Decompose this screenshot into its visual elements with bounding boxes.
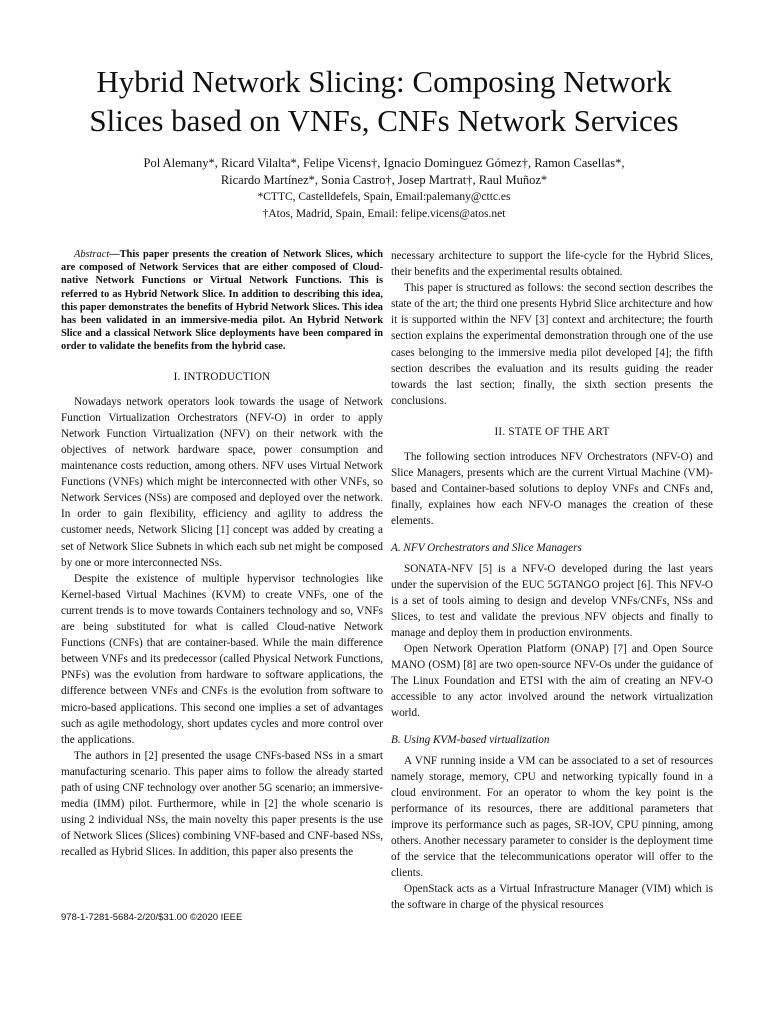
paragraph: The authors in [2] presented the usage CNFs-based NSs in a smart manufacturing scenario. This paper aims to follow the already started path of using CNF technology over another 5G scenario; an immersive-media (IMM) pilot. Furthermore, while in [2] the whole scenario is using 2 individual NSs, the main novelty this paper presents is the use of Network Slices (Slices) combining VNF-based and CNF-based NSs, recalled as Hybrid Slices. In addition, this paper also presents the (61, 749, 383, 859)
right-column (391, 248, 713, 914)
affiliation-cttc: *CTTC, Castelldefels, Spain, Email:palemany@cttc.es (257, 191, 511, 203)
abstract (61, 248, 383, 354)
left-column (61, 248, 383, 860)
copyright-footer: 978-1-7281-5684-2/20/$31.00 ©2020 IEEE (61, 912, 243, 923)
affiliation-atos: †Atos, Madrid, Spain, Email: felipe.vicens@atos.net (262, 208, 506, 220)
paragraph: Nowadays network operators look towards the usage of Network Function Virtualization Orchestrators (NFV-O) in order to apply Network Function Virtualization (NFV) on their network with the objectives of network hardware space, power consumption and maintenance costs reduction, among others. NFV uses Virtual Network Functions (VNFs) which might be interconnected with other VNFs, so Network Services (NSs) are composed and deployed over the network. In order to gain flexibility, efficiency and agility to address the customer needs, Network Slicing [1] concept was added by creating a set of Network Slice Subnets in which each sub net might be composed by one or more interconnected NSs. (61, 395, 383, 569)
abstract-text: —This paper presents the creation of Network Slices, which are composed of Network Services that are either composed of Cloud-native Network Functions or Virtual Network Functions. This is referred to as Hybrid Network Slice. In addition to describing this idea, this paper demonstrates the benefits of Hybrid Network Slices. This idea has been validated in an immersive-media pilot. An Hybrid Network Slice and a classical Network Slice deployments have been compared in order to validate the benefits from the hybrid case. (61, 249, 383, 353)
section-heading-introduction: I. INTRODUCTION (173, 370, 271, 383)
paragraph: Despite the existence of multiple hypervisor technologies like Kernel-based Virtual Machines (KVM) to create VNFs, one of the current trends is to move towards Containers technology and so, VNFs are being substituted for what is called Cloud-native Network Functions (CNFs) that are container-based. While the main difference between VNFs and its predecessor (called Physical Network Functions, PNFs) was the evolution from hardware to software applications, the difference between VNFs and CNFs is the evolution from software to micro-based applications. This second one implies a set of advantages such as agile methodology, short updates cycles and more control over the applications. (61, 572, 383, 746)
authors (40, 155, 728, 189)
affiliations (40, 189, 728, 223)
title-line-2: Slices based on VNFs, CNFs Network Services (89, 103, 679, 138)
paragraph: This paper is structured as follows: the second section describes the state of the art; the third one presents Hybrid Slice architecture and how it is supported within the NFV [3] context and architecture; the fourth section explains the experimental demonstration through one of the use cases belonging to the immersive media pilot developed [4]; the fifth section describes the evaluation and its results guiding the reader towards the last section; finally, the sixth section presents the conclusions. (391, 282, 713, 407)
paragraph: A VNF running inside a VM can be associated to a set of resources namely storage, memory, CPU and networking typically found in a cloud environment. For an operator to whom the key point is the performance of its resources, there are additional parameters that improve its performance such as pages, SR-IOV, CPU pinning, among others. Another necessary parameter to consider is the deployment time of the service that the telecommunications operator will offer to the clients. (391, 754, 713, 880)
subsection-heading-b: B. Using KVM-based virtualization (391, 733, 550, 746)
paragraph: The following section introduces NFV Orchestrators (NFV-O) and Slice Managers, presents which are the current Virtual Machine (VM)-based and Container-based solutions to deploy VNFs and CNFs and, finally, explaines how each NFV-O manages the creation of these elements. (391, 451, 713, 528)
paragraph: OpenStack acts as a Virtual Infrastructure Manager (VIM) which is the software in charge of the physical resources (391, 883, 713, 912)
paragraph: Open Network Operation Platform (ONAP) [7] and Open Source MANO (OSM) [8] are two open-source NFV-Os under the guidance of The Linux Foundation and ETSI with the aim of creating an NFV-O accessible to any actor involved around the network virtualization world. (391, 643, 713, 720)
paragraph: necessary architecture to support the life-cycle for the Hybrid Slices, their benefits and the experimental results obtained. (391, 250, 713, 279)
subsection-heading-a: A. NFV Orchestrators and Slice Managers (391, 541, 582, 554)
authors-line-2: Ricardo Martínez*, Sonia Castro†, Josep Martrat†, Raul Muñoz* (220, 173, 548, 187)
paper-title (40, 62, 728, 140)
section-heading-state-of-art: II. STATE OF THE ART (494, 425, 610, 438)
authors-line-1: Pol Alemany*, Ricard Vilalta*, Felipe Vicens†, Ignacio Dominguez Gómez†, Ramon Casellas*, (143, 156, 625, 170)
title-line-1: Hybrid Network Slicing: Composing Network (96, 64, 672, 99)
paragraph: SONATA-NFV [5] is a NFV-O developed during the last years under the supervision of the EUC 5GTANGO project [6]. This NFV-O is a set of tools aiming to design and develop VNFs/CNFs, NSs and Slices, to test and validate the previous NFV objects and finally to manage and deploy them in production environments. (391, 562, 713, 639)
abstract-lead: Abstract (74, 249, 110, 260)
